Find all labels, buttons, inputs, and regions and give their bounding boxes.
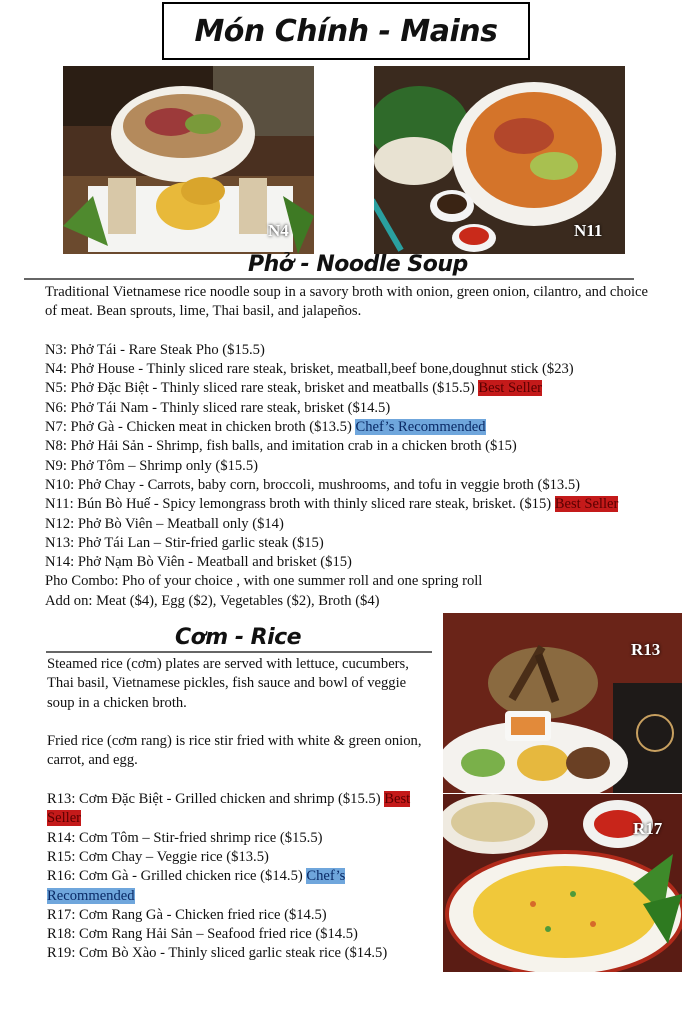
menu-item-r19: R19: Cơm Bò Xào - Thinly sliced garlic steak rice ($14.5): [47, 945, 388, 962]
menu-item-n11: N11: Bún Bò Huế - Spicy lemongrass broth with thinly sliced rare steak, brisket. ($15) Best Seller: [45, 496, 619, 513]
menu-item-r18: R18: Cơm Rang Hải Sản – Seafood fried rice ($14.5): [47, 926, 358, 943]
rice-description-steamed: Steamed rice (cơm) plates are served with lettuce, cucumbers, Thai basil, Vietnamese pickles, fish sauce and bowl of veggie soup in a chicken broth.: [47, 656, 409, 711]
pho-description: Traditional Vietnamese rice noodle soup in a savory broth with onion, green onion, cilantro, and choice of meat. Bean sprouts, lime, Thai basil, and jalapeños.: [45, 284, 649, 320]
menu-item-r13: R13: Cơm Đặc Biệt - Grilled chicken and shrimp ($15.5) Best Seller: [47, 791, 411, 827]
page-title: Món Chính - Mains: [194, 13, 498, 49]
menu-item-n10: N10: Phở Chay - Carrots, baby corn, broccoli, mushrooms, and tofu in veggie broth ($13.5): [45, 476, 581, 493]
chefs-recommended-badge: Chef’s Recommended: [47, 868, 346, 904]
rice-section: [47, 655, 427, 964]
menu-item-n4: N4: Phở House - Thinly sliced rare steak, brisket, meatball,beef bone,doughnut stick ($23): [45, 361, 574, 378]
menu-item-r15: R15: Cơm Chay – Veggie rice ($13.5): [47, 848, 269, 865]
pho-addon: Add on: Meat ($4), Egg ($2), Vegetables ($2), Broth ($4): [45, 592, 380, 609]
pho-section-heading: Phở - Noodle Soup: [248, 252, 468, 277]
menu-item-r16: R16: Cơm Gà - Grilled chicken rice ($14.5) Chef’s Recommended: [47, 868, 346, 904]
best-seller-badge: Best Seller: [47, 791, 411, 827]
photo-label-r17: R17: [633, 819, 663, 838]
menu-item-n12: N12: Phở Bò Viên – Meatball only ($14): [45, 515, 284, 532]
photo-label-n11: N11: [574, 221, 603, 240]
pho-heading-rule: [24, 278, 634, 280]
rice-description-fried: Fried rice (cơm rang) is rice stir fried with white & green onion, carrot, and egg.: [47, 733, 422, 769]
menu-item-n9: N9: Phở Tôm – Shrimp only ($15.5): [45, 457, 258, 474]
photo-label-n4: N4: [268, 221, 289, 240]
pho-combo: Pho Combo: Pho of your choice , with one summer roll and one spring roll: [45, 573, 483, 590]
page-title-box: [162, 2, 530, 60]
menu-item-n13: N13: Phở Tái Lan – Stir-fried garlic steak ($15): [45, 534, 324, 551]
menu-item-n7: N7: Phở Gà - Chicken meat in chicken broth ($13.5) Chef’s Recommended: [45, 419, 486, 436]
best-seller-badge: Best Seller: [478, 380, 543, 397]
photo-n11-bun-bo-hue: [374, 66, 625, 254]
chefs-recommended-badge: Chef’s Recommended: [355, 419, 486, 436]
best-seller-badge: Best Seller: [554, 496, 619, 513]
pho-section: [45, 283, 650, 611]
photo-r13-com-dac-biet: [443, 613, 682, 793]
menu-item-n6: N6: Phở Tái Nam - Thinly sliced rare steak, brisket ($14.5): [45, 399, 391, 416]
menu-item-n3: N3: Phở Tái - Rare Steak Pho ($15.5): [45, 341, 265, 358]
menu-item-n5: N5: Phở Đặc Biệt - Thinly sliced rare steak, brisket and meatballs ($15.5) Best Seller: [45, 380, 543, 397]
menu-item-r17: R17: Cơm Rang Gà - Chicken fried rice ($14.5): [47, 906, 327, 923]
rice-heading-rule: [46, 651, 432, 653]
menu-item-n8: N8: Phở Hải Sản - Shrimp, fish balls, and imitation crab in a chicken broth ($15): [45, 438, 517, 455]
menu-item-n14: N14: Phở Nạm Bò Viên - Meatball and brisket ($15): [45, 554, 352, 571]
menu-item-r14: R14: Cơm Tôm – Stir-fried shrimp rice ($15.5): [47, 829, 323, 846]
rice-section-heading: Cơm - Rice: [175, 625, 302, 650]
photo-r17-com-rang-ga: [443, 794, 682, 972]
photo-n4-pho-house: [63, 66, 314, 254]
photo-label-r13: R13: [631, 640, 661, 659]
